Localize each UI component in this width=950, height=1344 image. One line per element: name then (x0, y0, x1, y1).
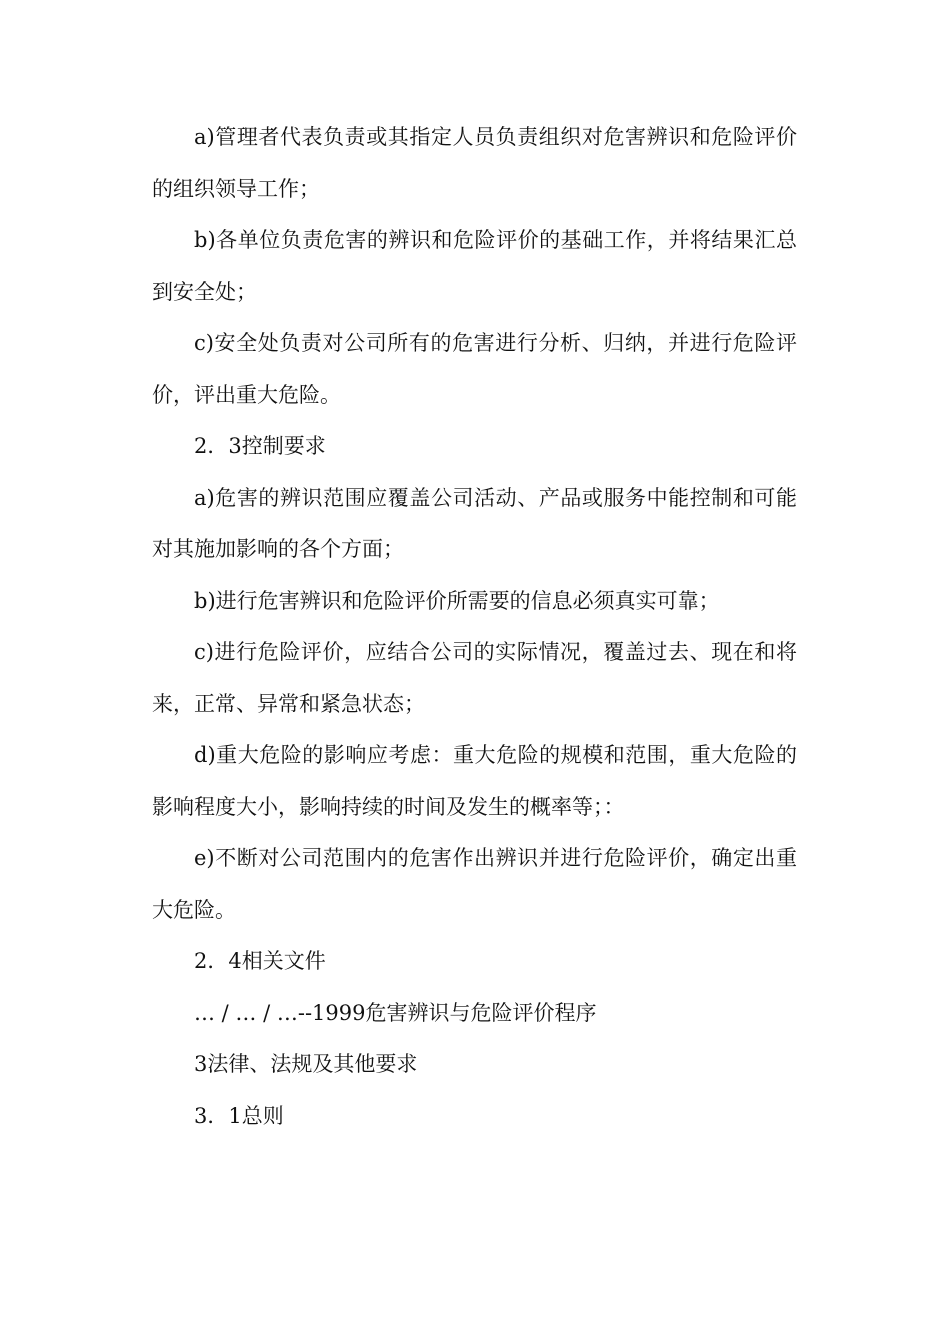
section-heading-3-1: 3．1总则 (194, 1103, 284, 1128)
related-document-reference: … / … / …--1999危害辨识与危险评价程序 (194, 1000, 597, 1025)
section-heading-3: 3法律、法规及其他要求 (194, 1052, 418, 1076)
paragraph-requirement-d: d)重大危险的影响应考虑：重大危险的规模和范围，重大危险的影响程度大小，影响持续的时间及发生的概率等；： (152, 743, 797, 819)
paragraph-responsibility-b: b)各单位负责危害的辨识和危险评价的基础工作，并将结果汇总到安全处； (152, 228, 797, 304)
paragraph-requirement-e: e)不断对公司范围内的危害作出辨识并进行危险评价，确定出重大危险。 (152, 846, 797, 922)
paragraph-responsibility-c: c)安全处负责对公司所有的危害进行分析、归纳，并进行危险评价，评出重大危险。 (152, 331, 797, 407)
paragraph-responsibility-a: a)管理者代表负责或其指定人员负责组织对危害辨识和危险评价的组织领导工作； (152, 125, 797, 201)
section-heading-2-4: 2．4相关文件 (194, 949, 326, 973)
document-body (152, 112, 797, 1142)
paragraph-requirement-b: b)进行危害辨识和危险评价所需要的信息必须真实可靠； (194, 588, 720, 613)
paragraph-requirement-a: a)危害的辨识范围应覆盖公司活动、产品或服务中能控制和可能对其施加影响的各个方面； (152, 485, 797, 561)
paragraph-requirement-c: c)进行危险评价，应结合公司的实际情况，覆盖过去、现在和将来，正常、异常和紧急状态； (152, 640, 797, 716)
section-heading-2-3: 2．3控制要求 (194, 434, 326, 458)
